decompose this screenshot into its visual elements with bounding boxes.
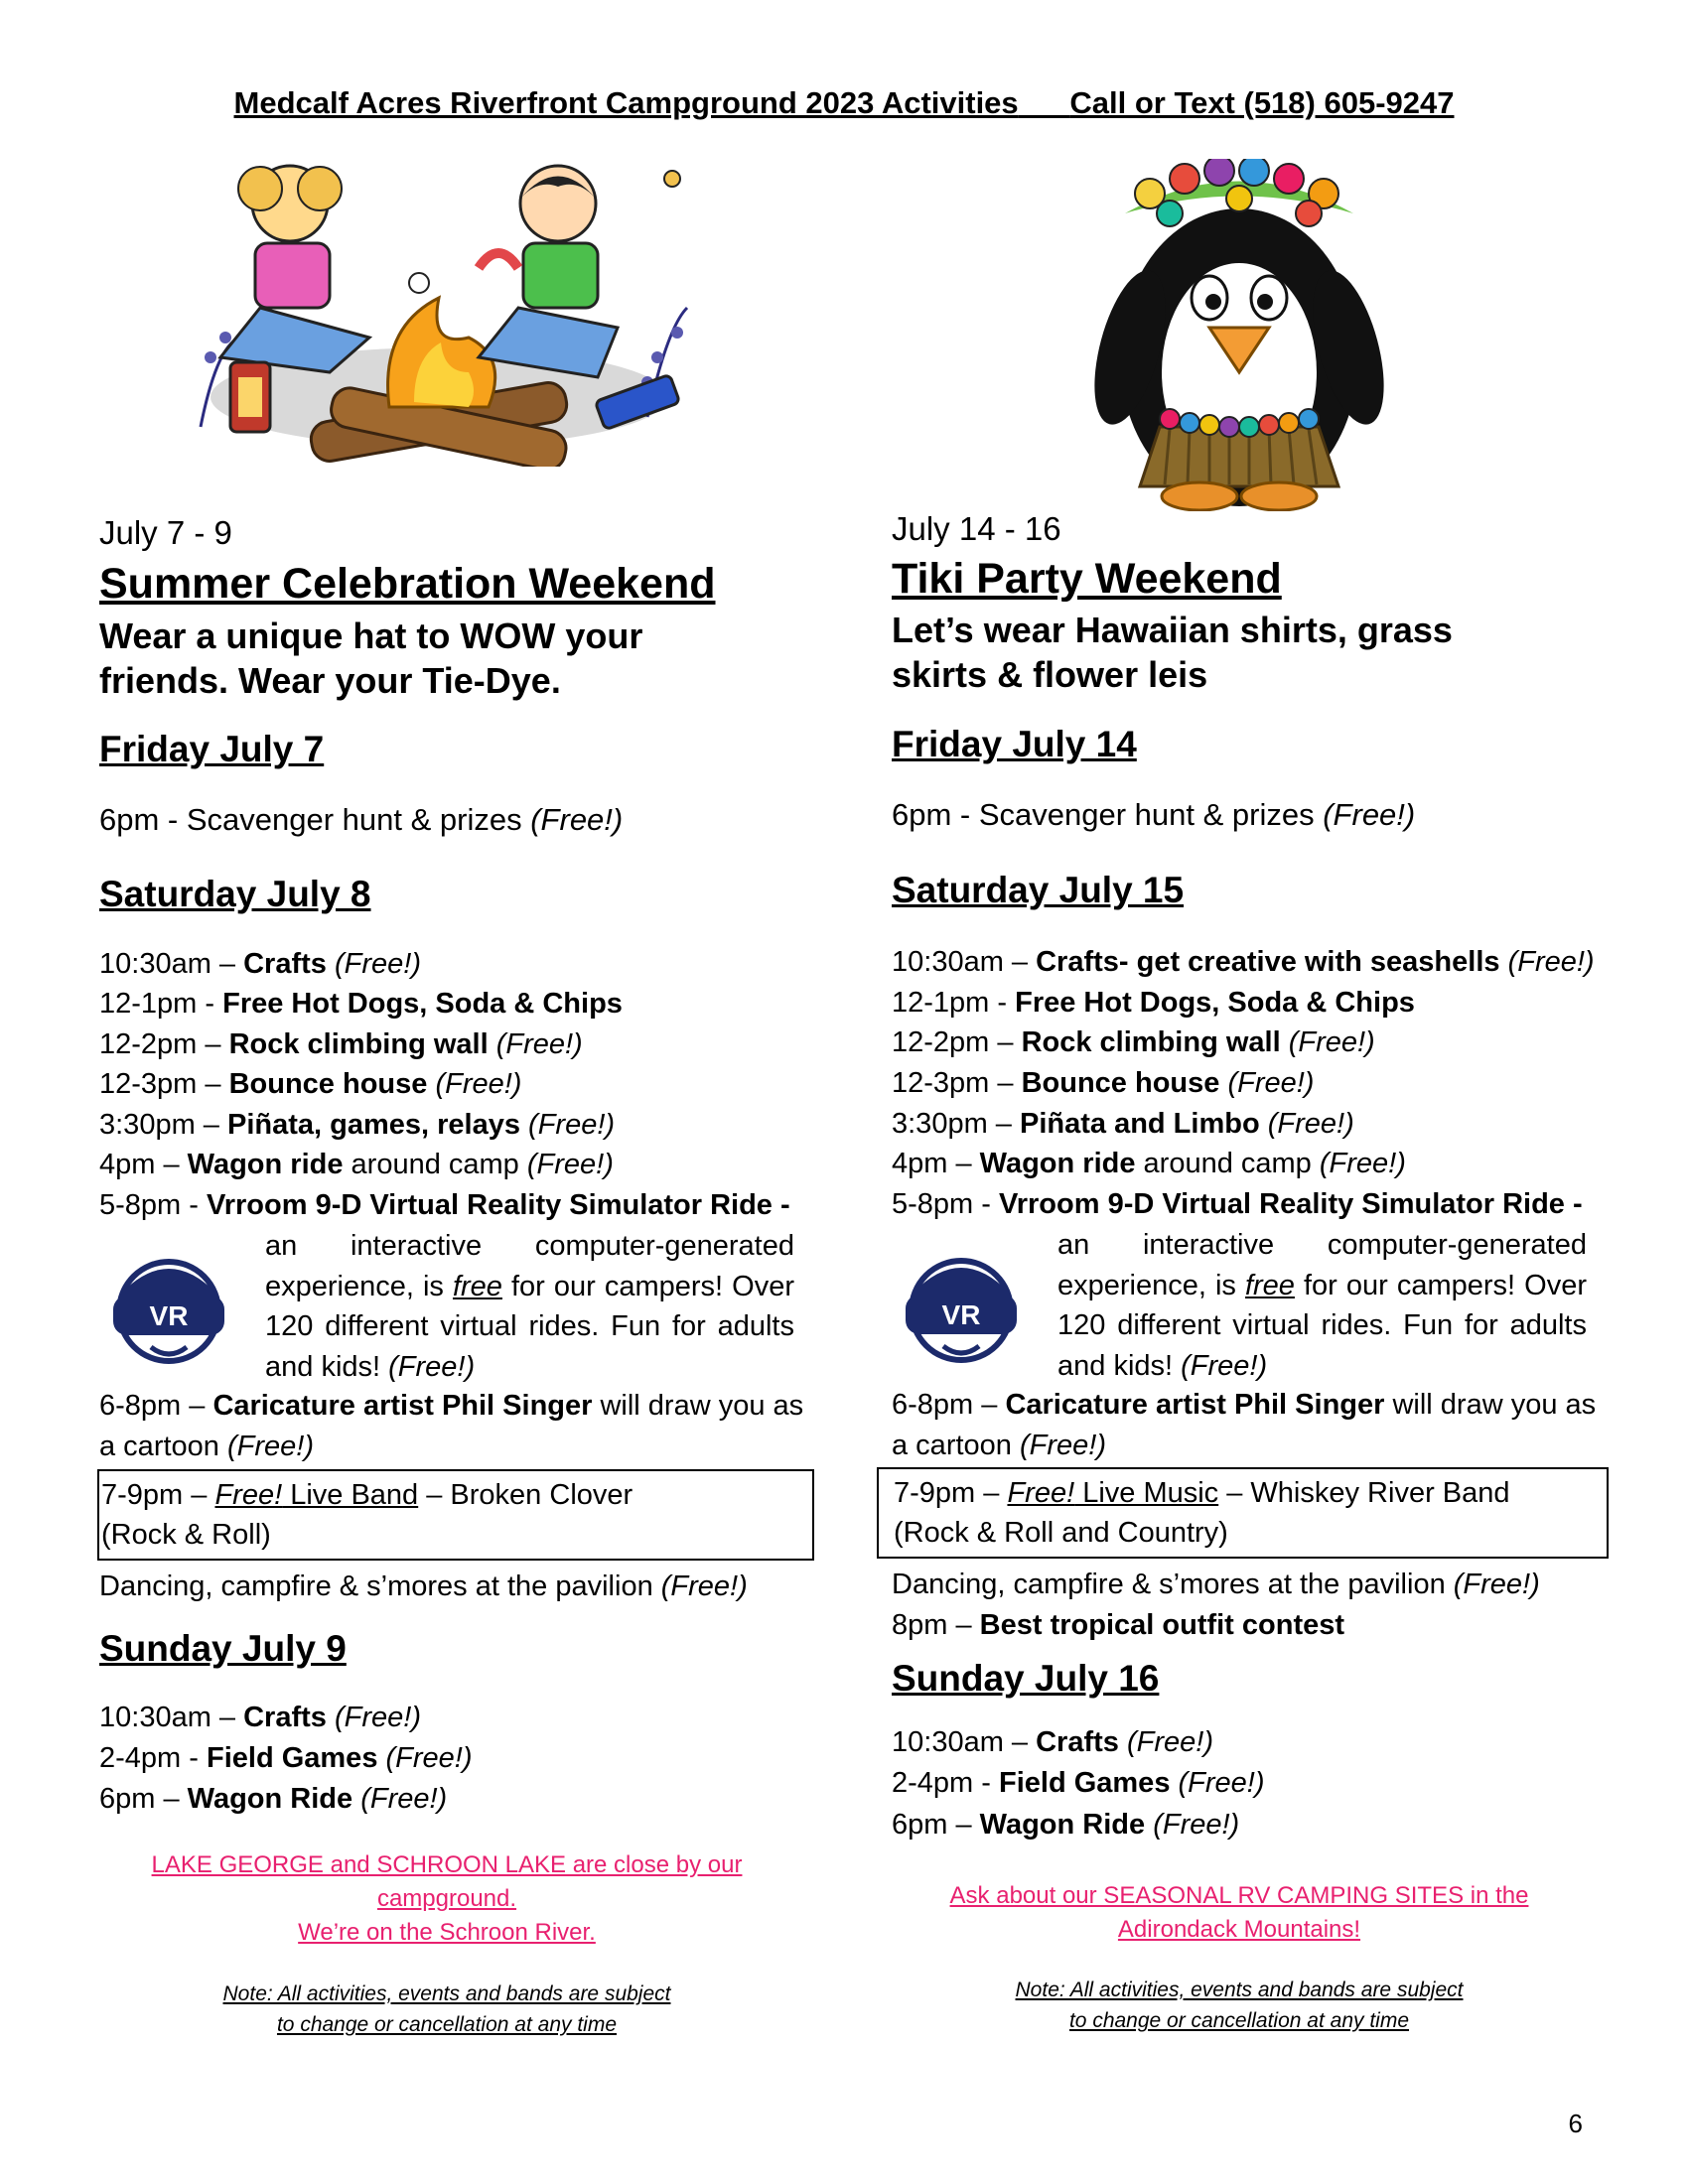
band-genre: (Rock & Roll) [101, 1519, 271, 1551]
list-item: 6pm – Wagon Ride (Free!) [99, 1783, 448, 1815]
page-number: 6 [1568, 2109, 1583, 2138]
list-item: Dancing, campfire & s’mores at the pavilion (Free!) [892, 1569, 1540, 1600]
promo-text: Ask about our SEASONAL RV CAMPING SITES in the Adirondack Mountains! [949, 1882, 1529, 1943]
list-item: 2-4pm - Field Games (Free!) [892, 1767, 1265, 1799]
vr-headset-icon [99, 1244, 238, 1373]
list-item: 6pm - Scavenger hunt & prizes (Free!) [99, 802, 624, 837]
list-item: 5-8pm - Vrroom 9-D Virtual Reality Simulator Ride - [99, 1189, 790, 1221]
list-item: 12-2pm – Rock climbing wall (Free!) [99, 1028, 583, 1060]
list-item: 3:30pm – Piñata and Limbo (Free!) [892, 1108, 1354, 1140]
list-item: 12-1pm - Free Hot Dogs, Soda & Chips [99, 988, 623, 1020]
list-item: 2-4pm - Field Games (Free!) [99, 1742, 473, 1774]
list-item: 10:30am – Crafts (Free!) [99, 1702, 421, 1733]
band-line: 7-9pm – Free! Live Music – Whiskey River Band [894, 1477, 1510, 1509]
list-item: 6pm – Wagon Ride (Free!) [892, 1809, 1240, 1841]
list-item: 10:30am – Crafts- get creative with seashells (Free!) [892, 946, 1595, 978]
list-item: a cartoon (Free!) [99, 1431, 314, 1462]
list-item: 6pm - Scavenger hunt & prizes (Free!) [892, 797, 1416, 832]
svg-text:VR: VR [941, 1299, 981, 1330]
list-item: 10:30am – Crafts (Free!) [99, 948, 421, 980]
list-item: 12-1pm - Free Hot Dogs, Soda & Chips [892, 987, 1415, 1019]
list-item: 8pm – Best tropical outfit contest [892, 1609, 1345, 1641]
weekend-theme: Let’s wear Hawaiian shirts, grass skirts & flower leis [892, 610, 1453, 695]
vr-description [892, 1225, 1587, 1394]
disclaimer-note: Note: All activities, events and bands are subject to change or cancellation at any time [222, 1982, 671, 2036]
saturday-heading: Saturday July 15 [892, 870, 1185, 910]
list-item: 12-2pm – Rock climbing wall (Free!) [892, 1026, 1375, 1058]
list-item: 3:30pm – Piñata, games, relays (Free!) [99, 1109, 616, 1141]
list-item: 12-3pm – Bounce house (Free!) [892, 1067, 1315, 1099]
list-item: 6-8pm – Caricature artist Phil Singer will draw you as [892, 1389, 1597, 1421]
weekend-title: Tiki Party Weekend [892, 555, 1282, 603]
band-genre: (Rock & Roll and Country) [894, 1517, 1228, 1549]
sunday-heading: Sunday July 16 [892, 1658, 1160, 1699]
svg-text:VR: VR [149, 1300, 189, 1331]
vr-description [99, 1226, 794, 1395]
list-item: 4pm – Wagon ride around camp (Free!) [99, 1149, 614, 1180]
promo-text: LAKE GEORGE and SCHROON LAKE are close by our campground. We’re on the Schroon River. [151, 1851, 743, 1946]
list-item: 4pm – Wagon ride around camp (Free!) [892, 1148, 1406, 1179]
weekend-theme: Wear a unique hat to WOW your friends. Wear your Tie-Dye. [99, 615, 643, 701]
sunday-heading: Sunday July 9 [99, 1628, 347, 1669]
list-item: 12-3pm – Bounce house (Free!) [99, 1068, 522, 1100]
page-header [0, 85, 1688, 121]
weekend-dates: July 7 - 9 [99, 514, 232, 551]
list-item: a cartoon (Free!) [892, 1430, 1106, 1461]
weekend-title: Summer Celebration Weekend [99, 560, 716, 608]
header-phone: Call or Text (518) 605-9247 [1069, 85, 1455, 120]
header-title: Medcalf Acres Riverfront Campground 2023 Activities [233, 85, 1019, 120]
saturday-heading: Saturday July 8 [99, 874, 371, 914]
friday-heading: Friday July 14 [892, 724, 1137, 764]
vr-headset-icon [892, 1243, 1031, 1372]
friday-heading: Friday July 7 [99, 729, 325, 769]
list-item: 6-8pm – Caricature artist Phil Singer will draw you as [99, 1390, 804, 1422]
weekend-dates: July 14 - 16 [892, 510, 1061, 547]
tiki-penguin-illustration [1090, 159, 1398, 511]
live-band-box [97, 1469, 814, 1561]
disclaimer-note: Note: All activities, events and bands are subject to change or cancellation at any time [1015, 1979, 1464, 2032]
band-line: 7-9pm – Free! Live Band – Broken Clover [101, 1479, 633, 1511]
list-item: 5-8pm - Vrroom 9-D Virtual Reality Simulator Ride - [892, 1188, 1583, 1220]
list-item: 10:30am – Crafts (Free!) [892, 1726, 1213, 1758]
vr-text: an interactive computer-generated experience, is free for our campers! Over 120 different virtual rides. Fun for adults and kids! (Free!) [265, 1230, 794, 1383]
list-item: Dancing, campfire & s’mores at the pavilion (Free!) [99, 1570, 748, 1602]
campfire-kids-illustration [181, 159, 697, 467]
live-band-box [877, 1467, 1609, 1559]
vr-text: an interactive computer-generated experience, is free for our campers! Over 120 different virtual rides. Fun for adults and kids! (Free!) [1057, 1229, 1587, 1382]
